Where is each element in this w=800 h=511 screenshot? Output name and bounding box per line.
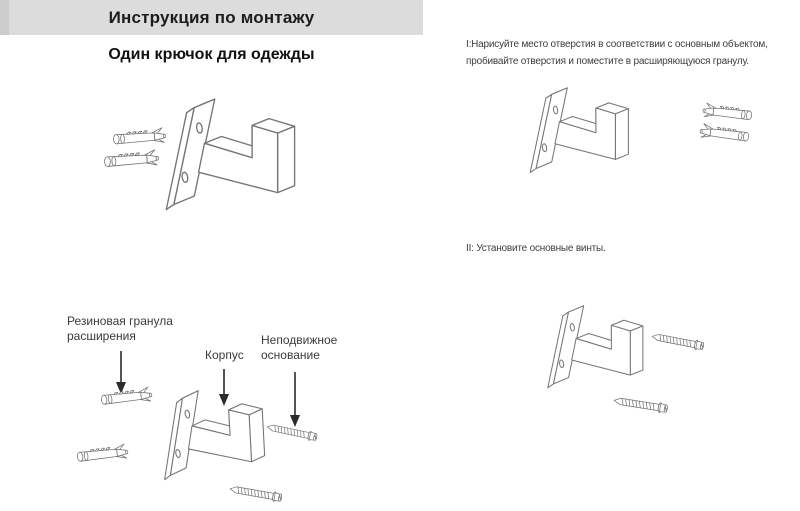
wall-plug-icon (73, 441, 135, 468)
hook-icon (143, 383, 283, 504)
label-fixed-base: Неподвижное основание (261, 333, 338, 362)
down-arrow-icon (287, 372, 303, 428)
screw-icon (611, 392, 677, 418)
hook-icon (514, 84, 644, 195)
product-subtitle: Один крючок для одежды (108, 46, 315, 63)
step1-instruction: I:Нарисуйте место отверстия в соответствии с основным объектом, пробивайте отверстия и поместите в расширяющуюся гранулу. (466, 39, 768, 67)
label-expansion-plug: Резиновая гранула расширения (67, 314, 173, 343)
screw-icon (649, 328, 713, 355)
hook-icon (532, 302, 658, 409)
hook-icon (145, 94, 315, 239)
wall-plug-icon (100, 147, 165, 173)
label-body: Корпус (205, 348, 244, 362)
page-title: Инструкция по монтажу (108, 8, 315, 27)
step2-instruction: II: Установите основные винты. (466, 243, 606, 254)
